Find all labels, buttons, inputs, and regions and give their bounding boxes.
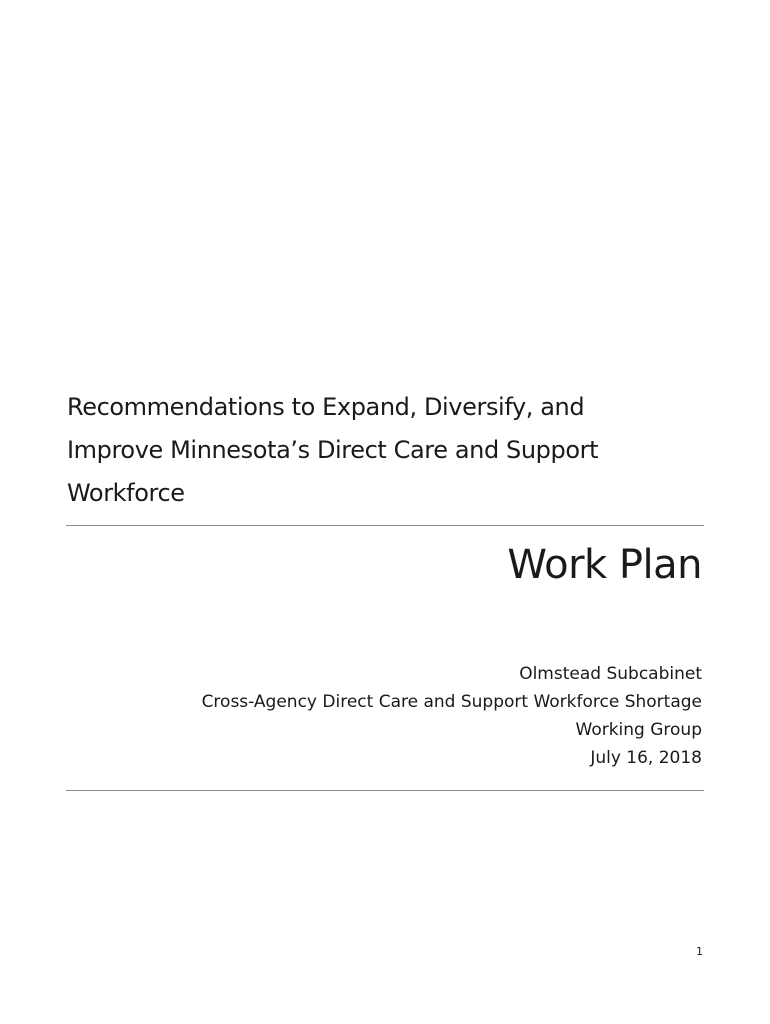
top-divider: [66, 525, 704, 526]
document-title-line-2: Improve Minnesota’s Direct Care and Support: [67, 436, 599, 464]
document-title-line-1: Recommendations to Expand, Diversify, and: [67, 393, 585, 421]
page-number: 1: [696, 945, 703, 958]
organization-name: Olmstead Subcabinet: [519, 664, 702, 684]
document-title: [67, 386, 707, 515]
document-date: July 16, 2018: [590, 748, 702, 768]
document-title-line-3: Workforce: [67, 479, 185, 507]
document-meta-block: [202, 660, 702, 772]
bottom-divider: [66, 790, 704, 791]
working-group-line-1: Cross-Agency Direct Care and Support Workforce Shortage: [201, 692, 702, 712]
working-group-line-2: Working Group: [575, 720, 702, 740]
document-type-heading: Work Plan: [507, 542, 702, 588]
